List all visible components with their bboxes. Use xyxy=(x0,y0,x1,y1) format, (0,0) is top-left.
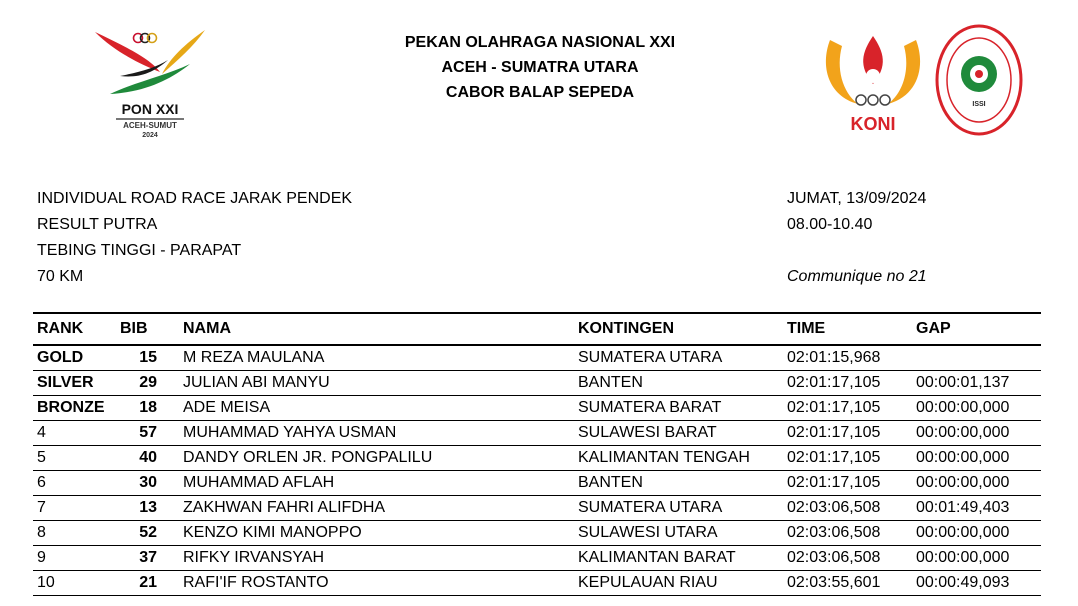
results-table xyxy=(33,312,1041,596)
cell-nama: M REZA MAULANA xyxy=(179,345,574,371)
cell-kontingen: KEPULAUAN RIAU xyxy=(574,571,783,596)
table-header-row xyxy=(33,313,1041,345)
cell-rank: 5 xyxy=(33,446,116,471)
cell-rank: 4 xyxy=(33,421,116,446)
table-row xyxy=(33,496,1041,521)
page-title xyxy=(340,30,740,105)
koni-logo-text: KONI xyxy=(850,114,896,134)
title-line-2: ACEH - SUMATRA UTARA xyxy=(441,59,639,76)
event-schedule xyxy=(787,186,927,290)
table-row xyxy=(33,521,1041,546)
header-time: TIME xyxy=(783,313,912,345)
cell-gap: 00:00:01,137 xyxy=(912,371,1041,396)
cell-kontingen: SULAWESI UTARA xyxy=(574,521,783,546)
cell-gap: 00:00:00,000 xyxy=(912,521,1041,546)
cell-bib: 30 xyxy=(116,471,179,496)
cell-rank: 6 xyxy=(33,471,116,496)
cell-kontingen: BANTEN xyxy=(574,471,783,496)
header-rank: RANK xyxy=(33,313,116,345)
pon-logo-sub1: ACEH-SUMUT xyxy=(123,121,177,130)
cell-nama: MUHAMMAD AFLAH xyxy=(179,471,574,496)
cell-rank: 8 xyxy=(33,521,116,546)
table-row xyxy=(33,396,1041,421)
event-time: 08.00-10.40 xyxy=(787,216,873,233)
title-line-3: CABOR BALAP SEPEDA xyxy=(445,84,635,101)
cell-kontingen: SUMATERA UTARA xyxy=(574,496,783,521)
cell-bib: 37 xyxy=(116,546,179,571)
cell-time: 02:03:55,601 xyxy=(783,571,912,596)
cell-gap: 00:00:00,000 xyxy=(912,546,1041,571)
cell-gap: 00:00:49,093 xyxy=(912,571,1041,596)
cell-bib: 52 xyxy=(116,521,179,546)
cell-kontingen: KALIMANTAN BARAT xyxy=(574,546,783,571)
cell-nama: JULIAN ABI MANYU xyxy=(179,371,574,396)
cell-time: 02:01:15,968 xyxy=(783,345,912,371)
pon-logo-text: PON XXI xyxy=(121,101,179,117)
cell-rank: 10 xyxy=(33,571,116,596)
header-gap: GAP xyxy=(912,313,1041,345)
cell-nama: ADE MEISA xyxy=(179,396,574,421)
koni-logo xyxy=(818,26,928,136)
event-result: RESULT PUTRA xyxy=(37,216,158,233)
cell-bib: 40 xyxy=(116,446,179,471)
issi-logo xyxy=(935,24,1023,136)
cell-time: 02:01:17,105 xyxy=(783,471,912,496)
header-nama: NAMA xyxy=(179,313,574,345)
table-row xyxy=(33,446,1041,471)
cell-gap xyxy=(912,345,1041,371)
cell-time: 02:01:17,105 xyxy=(783,421,912,446)
cell-gap: 00:00:00,000 xyxy=(912,421,1041,446)
cell-gap: 00:00:00,000 xyxy=(912,471,1041,496)
cell-nama: RIFKY IRVANSYAH xyxy=(179,546,574,571)
header-kontingen: KONTINGEN xyxy=(574,313,783,345)
table-row xyxy=(33,371,1041,396)
cell-gap: 00:00:00,000 xyxy=(912,396,1041,421)
header-bib: BIB xyxy=(116,313,179,345)
cell-kontingen: SULAWESI BARAT xyxy=(574,421,783,446)
cell-rank: BRONZE xyxy=(33,396,116,421)
cell-bib: 21 xyxy=(116,571,179,596)
event-distance: 70 KM xyxy=(37,268,84,285)
table-row xyxy=(33,571,1041,596)
communique-number: Communique no 21 xyxy=(787,268,927,285)
cell-bib: 13 xyxy=(116,496,179,521)
cell-kontingen: SUMATERA BARAT xyxy=(574,396,783,421)
pon-xxi-logo xyxy=(90,24,210,140)
cell-nama: MUHAMMAD YAHYA USMAN xyxy=(179,421,574,446)
table-row xyxy=(33,471,1041,496)
table-row xyxy=(33,546,1041,571)
cell-nama: DANDY ORLEN JR. PONGPALILU xyxy=(179,446,574,471)
cell-bib: 18 xyxy=(116,396,179,421)
cell-nama: ZAKHWAN FAHRI ALIFDHA xyxy=(179,496,574,521)
cell-bib: 29 xyxy=(116,371,179,396)
cell-time: 02:01:17,105 xyxy=(783,371,912,396)
issi-logo-text: ISSI xyxy=(972,101,986,108)
cell-time: 02:01:17,105 xyxy=(783,446,912,471)
cell-gap: 00:00:00,000 xyxy=(912,446,1041,471)
cell-bib: 15 xyxy=(116,345,179,371)
cell-time: 02:01:17,105 xyxy=(783,396,912,421)
event-name: INDIVIDUAL ROAD RACE JARAK PENDEK xyxy=(37,190,353,207)
cell-rank: SILVER xyxy=(33,371,116,396)
title-line-1: PEKAN OLAHRAGA NASIONAL XXI xyxy=(404,34,676,51)
cell-time: 02:03:06,508 xyxy=(783,496,912,521)
cell-kontingen: BANTEN xyxy=(574,371,783,396)
cell-rank: 9 xyxy=(33,546,116,571)
cell-nama: KENZO KIMI MANOPPO xyxy=(179,521,574,546)
event-date: JUMAT, 13/09/2024 xyxy=(787,190,927,207)
cell-rank: 7 xyxy=(33,496,116,521)
table-row xyxy=(33,345,1041,371)
cell-time: 02:03:06,508 xyxy=(783,546,912,571)
cell-time: 02:03:06,508 xyxy=(783,521,912,546)
table-row xyxy=(33,421,1041,446)
event-route: TEBING TINGGI - PARAPAT xyxy=(37,242,242,259)
pon-logo-sub2: 2024 xyxy=(142,132,158,139)
event-info xyxy=(37,186,352,290)
cell-kontingen: SUMATERA UTARA xyxy=(574,345,783,371)
cell-kontingen: KALIMANTAN TENGAH xyxy=(574,446,783,471)
cell-bib: 57 xyxy=(116,421,179,446)
cell-gap: 00:01:49,403 xyxy=(912,496,1041,521)
cell-nama: RAFI'IF ROSTANTO xyxy=(179,571,574,596)
cell-rank: GOLD xyxy=(33,345,116,371)
